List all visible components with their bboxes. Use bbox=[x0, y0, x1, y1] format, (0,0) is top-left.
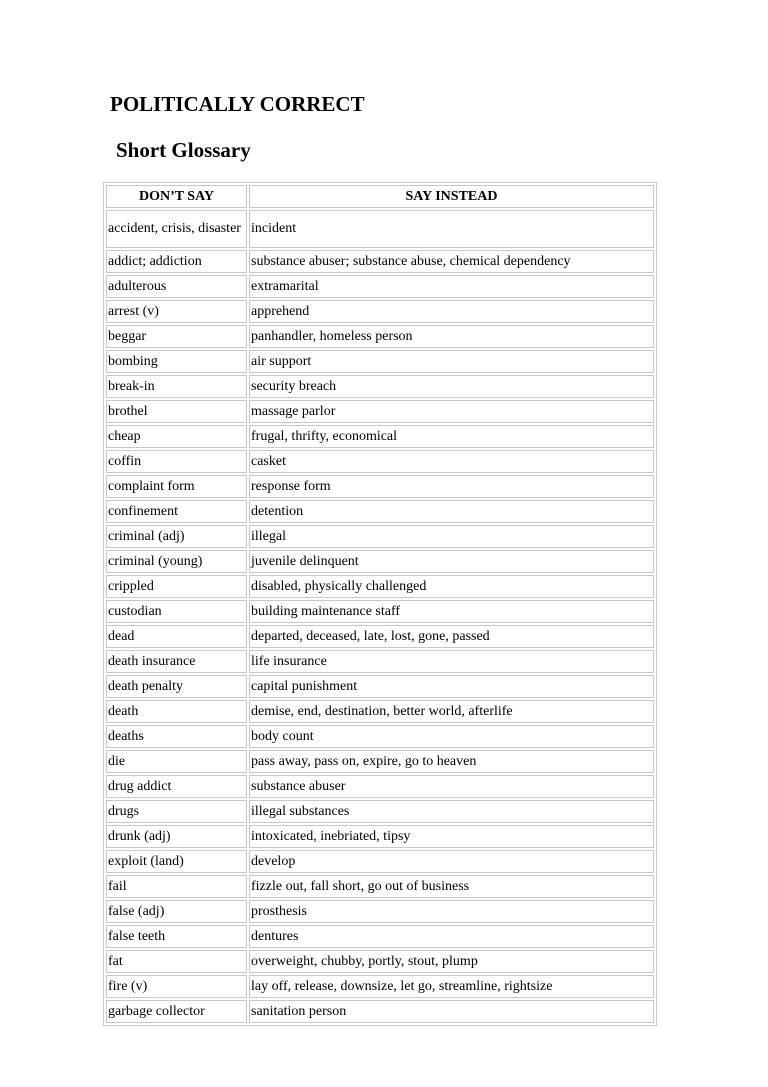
dont-say-cell: coffin bbox=[106, 450, 247, 473]
table-row bbox=[106, 825, 654, 848]
table-row bbox=[106, 450, 654, 473]
dont-say-cell: arrest (v) bbox=[106, 300, 247, 323]
dont-say-cell: drugs bbox=[106, 800, 247, 823]
dont-say-cell: death penalty bbox=[106, 675, 247, 698]
say-instead-cell: frugal, thrifty, economical bbox=[249, 425, 654, 448]
say-instead-cell: massage parlor bbox=[249, 400, 654, 423]
say-instead-cell: incident bbox=[249, 210, 654, 248]
dont-say-cell: die bbox=[106, 750, 247, 773]
table-row bbox=[106, 275, 654, 298]
dont-say-cell: death bbox=[106, 700, 247, 723]
say-instead-cell: capital punishment bbox=[249, 675, 654, 698]
column-header-dont-say: DON’T SAY bbox=[106, 185, 247, 208]
table-row bbox=[106, 550, 654, 573]
table-row bbox=[106, 700, 654, 723]
say-instead-cell: substance abuser bbox=[249, 775, 654, 798]
document-title: POLITICALLY CORRECT bbox=[110, 92, 365, 116]
table-row bbox=[106, 500, 654, 523]
table-row bbox=[106, 725, 654, 748]
dont-say-cell: beggar bbox=[106, 325, 247, 348]
table-row bbox=[106, 575, 654, 598]
say-instead-cell: dentures bbox=[249, 925, 654, 948]
say-instead-cell: departed, deceased, late, lost, gone, passed bbox=[249, 625, 654, 648]
dont-say-cell: criminal (young) bbox=[106, 550, 247, 573]
glossary-table bbox=[103, 182, 657, 1026]
say-instead-cell: fizzle out, fall short, go out of business bbox=[249, 875, 654, 898]
say-instead-cell: casket bbox=[249, 450, 654, 473]
table-row bbox=[106, 925, 654, 948]
dont-say-cell: crippled bbox=[106, 575, 247, 598]
say-instead-cell: disabled, physically challenged bbox=[249, 575, 654, 598]
table-row bbox=[106, 425, 654, 448]
say-instead-cell: intoxicated, inebriated, tipsy bbox=[249, 825, 654, 848]
say-instead-cell: pass away, pass on, expire, go to heaven bbox=[249, 750, 654, 773]
dont-say-cell: cheap bbox=[106, 425, 247, 448]
say-instead-cell: develop bbox=[249, 850, 654, 873]
dont-say-cell: false teeth bbox=[106, 925, 247, 948]
table-row bbox=[106, 800, 654, 823]
say-instead-cell: sanitation person bbox=[249, 1000, 654, 1023]
say-instead-cell: prosthesis bbox=[249, 900, 654, 923]
say-instead-cell: panhandler, homeless person bbox=[249, 325, 654, 348]
dont-say-cell: fat bbox=[106, 950, 247, 973]
table-row bbox=[106, 750, 654, 773]
table-row bbox=[106, 775, 654, 798]
table-row bbox=[106, 625, 654, 648]
say-instead-cell: demise, end, destination, better world, afterlife bbox=[249, 700, 654, 723]
table-row bbox=[106, 525, 654, 548]
table-row bbox=[106, 375, 654, 398]
say-instead-cell: life insurance bbox=[249, 650, 654, 673]
dont-say-cell: accident, crisis, disaster bbox=[106, 210, 247, 248]
table-row bbox=[106, 675, 654, 698]
dont-say-cell: drunk (adj) bbox=[106, 825, 247, 848]
table-row bbox=[106, 600, 654, 623]
say-instead-cell: lay off, release, downsize, let go, streamline, rightsize bbox=[249, 975, 654, 998]
say-instead-cell: apprehend bbox=[249, 300, 654, 323]
dont-say-cell: dead bbox=[106, 625, 247, 648]
column-header-say-instead: SAY INSTEAD bbox=[249, 185, 654, 208]
table-row bbox=[106, 850, 654, 873]
say-instead-cell: body count bbox=[249, 725, 654, 748]
dont-say-cell: confinement bbox=[106, 500, 247, 523]
say-instead-cell: overweight, chubby, portly, stout, plump bbox=[249, 950, 654, 973]
dont-say-cell: criminal (adj) bbox=[106, 525, 247, 548]
dont-say-cell: death insurance bbox=[106, 650, 247, 673]
table-row bbox=[106, 325, 654, 348]
say-instead-cell: illegal bbox=[249, 525, 654, 548]
dont-say-cell: custodian bbox=[106, 600, 247, 623]
dont-say-cell: exploit (land) bbox=[106, 850, 247, 873]
say-instead-cell: building maintenance staff bbox=[249, 600, 654, 623]
say-instead-cell: illegal substances bbox=[249, 800, 654, 823]
dont-say-cell: addict; addiction bbox=[106, 250, 247, 273]
say-instead-cell: response form bbox=[249, 475, 654, 498]
dont-say-cell: false (adj) bbox=[106, 900, 247, 923]
dont-say-cell: bombing bbox=[106, 350, 247, 373]
table-row bbox=[106, 475, 654, 498]
table-row bbox=[106, 400, 654, 423]
dont-say-cell: break-in bbox=[106, 375, 247, 398]
table-row bbox=[106, 950, 654, 973]
dont-say-cell: fire (v) bbox=[106, 975, 247, 998]
table-row bbox=[106, 900, 654, 923]
say-instead-cell: detention bbox=[249, 500, 654, 523]
table-row bbox=[106, 300, 654, 323]
table-row bbox=[106, 210, 654, 248]
table-row bbox=[106, 975, 654, 998]
table-header-row bbox=[106, 185, 654, 208]
dont-say-cell: brothel bbox=[106, 400, 247, 423]
say-instead-cell: extramarital bbox=[249, 275, 654, 298]
table-row bbox=[106, 875, 654, 898]
dont-say-cell: garbage collector bbox=[106, 1000, 247, 1023]
say-instead-cell: substance abuser; substance abuse, chemical dependency bbox=[249, 250, 654, 273]
dont-say-cell: drug addict bbox=[106, 775, 247, 798]
dont-say-cell: adulterous bbox=[106, 275, 247, 298]
table-row bbox=[106, 250, 654, 273]
dont-say-cell: complaint form bbox=[106, 475, 247, 498]
say-instead-cell: security breach bbox=[249, 375, 654, 398]
say-instead-cell: air support bbox=[249, 350, 654, 373]
table-row bbox=[106, 650, 654, 673]
dont-say-cell: fail bbox=[106, 875, 247, 898]
table-row bbox=[106, 1000, 654, 1023]
table-row bbox=[106, 350, 654, 373]
dont-say-cell: deaths bbox=[106, 725, 247, 748]
say-instead-cell: juvenile delinquent bbox=[249, 550, 654, 573]
document-subtitle: Short Glossary bbox=[116, 138, 251, 162]
